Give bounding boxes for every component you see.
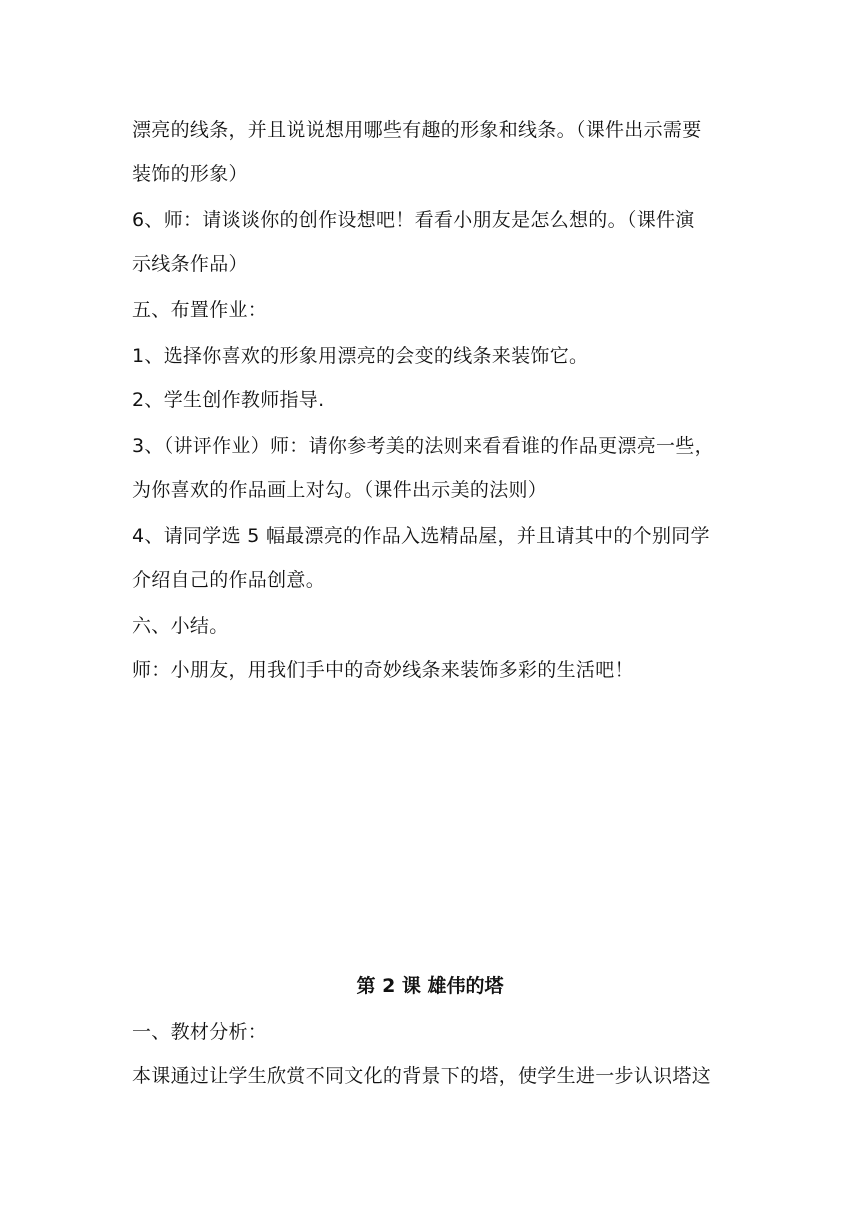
- text-line: 为你喜欢的作品画上对勾。（课件出示美的法则）: [132, 479, 548, 501]
- text-line: 3、（讲评作业）师：请你参考美的法则来看看谁的作品更漂亮一些，: [132, 435, 714, 457]
- text-line: 漂亮的线条，并且说说想用哪些有趣的形象和线条。（课件出示需要: [132, 119, 702, 141]
- lesson-title: 第 2 课 雄伟的塔: [356, 975, 504, 997]
- text-line: 1、选择你喜欢的形象用漂亮的会变的线条来装饰它。: [132, 345, 589, 367]
- text-line: 4、请同学选 5 幅最漂亮的作品入选精品屋，并且请其中的个别同学: [132, 525, 710, 547]
- section-heading: 一、教材分析：: [132, 1021, 268, 1043]
- section-heading: 六、小结。: [132, 615, 229, 637]
- text-line: 装饰的形象）: [132, 163, 248, 185]
- text-line: 本课通过让学生欣赏不同文化的背景下的塔，使学生进一步认识塔这: [132, 1065, 712, 1087]
- text-line: 示线条作品）: [132, 253, 248, 275]
- section-heading: 五、布置作业：: [132, 299, 268, 321]
- text-line: 师：小朋友，用我们手中的奇妙线条来装饰多彩的生活吧！: [132, 659, 634, 681]
- text-line: 6、师：请谈谈你的创作设想吧！看看小朋友是怎么想的。（课件演: [132, 209, 695, 231]
- text-line: 介绍自己的作品创意。: [132, 569, 326, 591]
- text-line: 2、学生创作教师指导.: [132, 389, 325, 411]
